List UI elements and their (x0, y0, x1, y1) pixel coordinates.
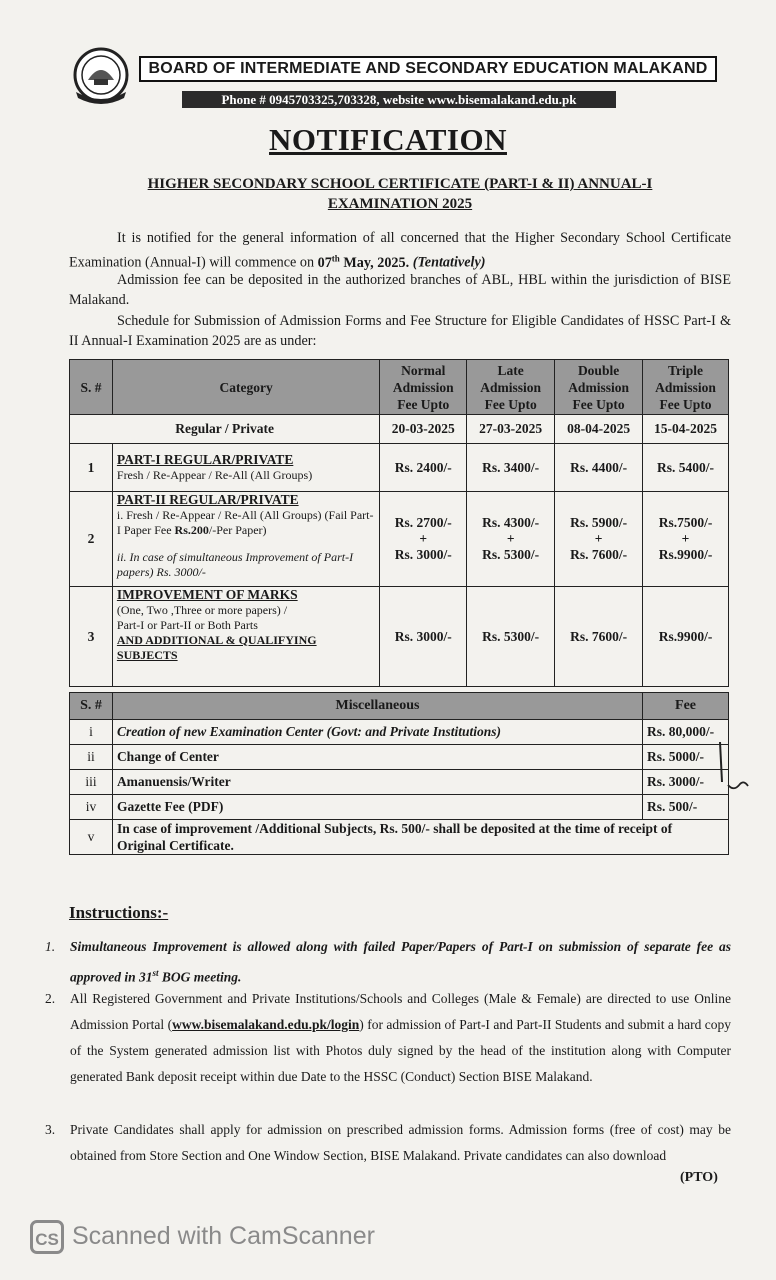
row-sn: 3 (70, 587, 113, 687)
misc-item: Creation of new Examination Center (Govt: and Private Institutions) (112, 720, 642, 745)
row-sn: 1 (70, 444, 113, 492)
instruction-text: Private Candidates shall apply for admission on prescribed admission forms. Admission forms (free of cost) may be obtained from Store Section and One Window Section, BISE Malakand. Private candidates can also download (70, 1122, 731, 1163)
fee-late: Rs. 3400/- (467, 444, 555, 492)
tentative-note: (Tentatively) (412, 254, 486, 271)
header-late: Late Admission Fee Upto (467, 360, 555, 415)
table-row (70, 795, 729, 820)
admission-portal-link[interactable]: www.bisemalakand.edu.pk/login (172, 1017, 360, 1032)
misc-item: Amanuensis/Writer (112, 770, 642, 795)
fee-double: Rs. 5900/- + Rs. 7600/- (555, 492, 643, 587)
fee-normal: Rs. 3000/- (380, 587, 467, 687)
category-title: PART-I REGULAR/PRIVATE (116, 452, 294, 467)
fee-late: Rs. 5300/- (467, 587, 555, 687)
fee-triple: Rs.9900/- (643, 587, 729, 687)
category-title: IMPROVEMENT OF MARKS (116, 587, 298, 602)
intro-text: It is notified for the general information of all concerned that the Higher Secondary School Certificate Examination (Annual-I) will commence on (69, 230, 731, 271)
table-row (70, 720, 729, 745)
category-desc: i. Fresh / Re-Appear / Re-All (All Groups) (Fail Part-I Paper Fee Rs.200/-Per Paper) (116, 508, 374, 537)
instruction-item (45, 986, 731, 1090)
table-row (70, 492, 729, 587)
table-row (70, 444, 729, 492)
header-sn: S. # (70, 360, 113, 415)
table-row (70, 745, 729, 770)
category-desc: (One, Two ,Three or more papers) / (116, 603, 288, 617)
schedule-paragraph: Schedule for Submission of Admission Forms and Fee Structure for Eligible Candidates of HSSC Part-I & II Annual-I Examination 2025 are as under: (69, 313, 731, 349)
instruction-number: 1. (45, 939, 56, 954)
fee-triple: Rs. 5400/- (643, 444, 729, 492)
contact-line: Phone # 0945703325,703328, website www.bisemalakand.edu.pk (182, 91, 616, 108)
category-title-2: AND ADDITIONAL & QUALIFYING SUBJECTS (116, 633, 317, 662)
misc-fee-table (69, 692, 729, 855)
handwritten-tick-icon (718, 740, 752, 800)
category-desc: Fresh / Re-Appear / Re-All (All Groups) (116, 468, 313, 482)
intro-paragraph (69, 228, 731, 273)
fee-table-header (70, 360, 729, 415)
fee-normal: Rs. 2700/- + Rs. 3000/- (380, 492, 467, 587)
board-title: BOARD OF INTERMEDIATE AND SECONDARY EDUCATION MALAKAND (139, 56, 717, 82)
table-row (70, 770, 729, 795)
fee-triple: Rs.7500/- + Rs.9900/- (643, 492, 729, 587)
fee-late: Rs. 4300/- + Rs. 5300/- (467, 492, 555, 587)
date-double: 08-04-2025 (555, 415, 643, 444)
misc-fee: Rs. 3000/- (643, 770, 729, 795)
notification-subtitle (90, 174, 710, 214)
fee-double: Rs. 4400/- (555, 444, 643, 492)
pto-label: (PTO) (680, 1170, 718, 1185)
header-category: Category (112, 360, 379, 415)
header-normal: Normal Admission Fee Upto (380, 360, 467, 415)
header-triple: Triple Admission Fee Upto (643, 360, 729, 415)
misc-sn: i (70, 720, 113, 745)
instructions-heading: Instructions:- (69, 903, 169, 922)
dates-row (70, 415, 729, 444)
misc-header-sn: S. # (70, 693, 113, 720)
dates-row-label: Regular / Private (70, 415, 380, 444)
camscanner-text: Scanned with CamScanner (72, 1222, 375, 1250)
instruction-number: 3. (45, 1122, 56, 1137)
fee-deposit-paragraph: Admission fee can be deposited in the authorized branches of ABL, HBL within the jurisdiction of BISE Malakand. (69, 272, 731, 308)
misc-item: Change of Center (112, 745, 642, 770)
misc-sn: iv (70, 795, 113, 820)
instruction-item (45, 1117, 731, 1169)
category-note: ii. In case of simultaneous Improvement of Part-I papers) Rs. 3000/- (116, 550, 354, 579)
fee-normal: Rs. 2400/- (380, 444, 467, 492)
camscanner-logo-icon: CS (30, 1220, 64, 1254)
row-category (112, 492, 379, 587)
table-row (70, 587, 729, 687)
date-late: 27-03-2025 (467, 415, 555, 444)
misc-fee: Rs. 5000/- (643, 745, 729, 770)
exam-date: 07th May, 2025. (317, 253, 410, 271)
instruction-number: 2. (45, 991, 56, 1006)
misc-sn: iii (70, 770, 113, 795)
instruction-text: Simultaneous Improvement is allowed along with failed Paper/Papers of Part-I on submission of separate fee as approved in 31st BOG meeting. (70, 939, 731, 985)
row-sn: 2 (70, 492, 113, 587)
instruction-item (45, 934, 731, 991)
board-logo-icon (70, 46, 132, 108)
header-double: Double Admission Fee Upto (555, 360, 643, 415)
misc-header-fee: Fee (643, 693, 729, 720)
table-row (70, 820, 729, 855)
row-category (112, 444, 379, 492)
misc-sn: ii (70, 745, 113, 770)
misc-item: Gazette Fee (PDF) (112, 795, 642, 820)
misc-fee: Rs. 500/- (643, 795, 729, 820)
misc-item: In case of improvement /Additional Subjects, Rs. 500/- shall be deposited at the time of receipt of Original Certificate. (112, 820, 728, 855)
category-desc: Part-I or Part-II or Both Parts (116, 618, 258, 632)
subtitle-line-1: HIGHER SECONDARY SCHOOL CERTIFICATE (PART-I & II) ANNUAL-I (147, 176, 653, 192)
notification-title: NOTIFICATION (269, 122, 507, 157)
instruction-text: All Registered Government and Private Institutions/Schools and Colleges (Male & Female) are directed to use Online Admission Portal (www.bisemalakand.edu.pk/login) for admission of Part-I and Part-II Students and submit a hard copy of the System generated admission list with Photos duly signed by the head of the institution along with Computer generated Bank deposit receipt within due Date to the HSSC (Conduct) Section BISE Malakand. (70, 991, 731, 1084)
misc-sn: v (70, 820, 113, 855)
fee-double: Rs. 7600/- (555, 587, 643, 687)
date-normal: 20-03-2025 (380, 415, 467, 444)
category-title: PART-II REGULAR/PRIVATE (116, 492, 299, 507)
row-category (112, 587, 379, 687)
subtitle-line-2: EXAMINATION 2025 (327, 196, 473, 212)
misc-header-item: Miscellaneous (112, 693, 642, 720)
misc-fee: Rs. 80,000/- (643, 720, 729, 745)
date-triple: 15-04-2025 (643, 415, 729, 444)
camscanner-watermark (30, 1218, 375, 1254)
admission-fee-table (69, 359, 729, 687)
misc-table-header (70, 693, 729, 720)
